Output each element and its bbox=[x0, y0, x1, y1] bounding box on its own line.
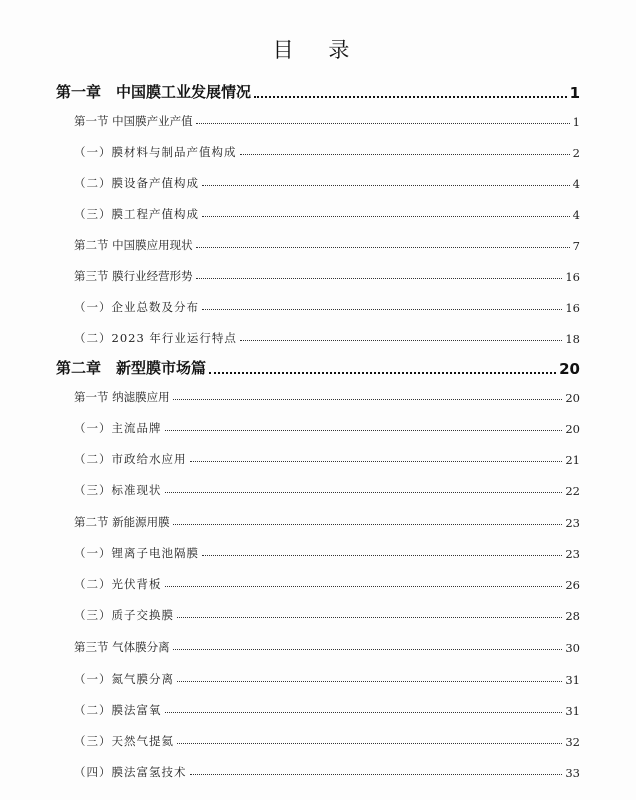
dot-leader bbox=[177, 681, 562, 682]
toc-entry-page: 2 bbox=[572, 146, 580, 160]
dot-leader bbox=[190, 461, 563, 462]
toc-entry-page: 26 bbox=[565, 578, 580, 592]
dot-leader bbox=[202, 185, 570, 186]
toc-entry-label: 第二节 新能源用膜 bbox=[74, 515, 170, 529]
toc-entry-page: 16 bbox=[565, 270, 580, 284]
toc-chapter-entry[interactable] bbox=[56, 82, 580, 102]
toc-entry-page: 22 bbox=[565, 484, 580, 498]
toc-subsection-entry[interactable] bbox=[74, 764, 580, 780]
toc-entry-page: 20 bbox=[565, 422, 580, 436]
toc-entry-page: 4 bbox=[572, 177, 580, 191]
toc-title: 目 录 bbox=[272, 38, 364, 62]
toc-section-entry[interactable] bbox=[74, 639, 580, 655]
toc-entry-page: 32 bbox=[565, 735, 580, 749]
dot-leader bbox=[173, 649, 563, 650]
toc-entry-label: 第一节 中国膜产业产值 bbox=[74, 114, 193, 128]
dot-leader bbox=[202, 555, 562, 556]
toc-subsection-entry[interactable] bbox=[74, 420, 580, 436]
toc-entry-page: 23 bbox=[565, 547, 580, 561]
toc-entry-page: 28 bbox=[565, 609, 580, 623]
toc-section-entry[interactable] bbox=[74, 113, 580, 129]
dot-leader bbox=[190, 774, 563, 775]
toc-entry-label: 第三节 膜行业经营形势 bbox=[74, 269, 193, 283]
toc-entry-label: （一）膜材料与制品产值构成 bbox=[74, 145, 237, 159]
dot-leader bbox=[240, 340, 562, 341]
toc-entry-page: 31 bbox=[565, 704, 580, 718]
toc-subsection-entry[interactable] bbox=[74, 702, 580, 718]
toc-section-entry[interactable] bbox=[74, 389, 580, 405]
toc-subsection-entry[interactable] bbox=[74, 482, 580, 498]
toc-entry-page: 20 bbox=[565, 391, 580, 405]
toc-section-entry[interactable] bbox=[74, 514, 580, 530]
toc-entry-label: （三）质子交换膜 bbox=[74, 608, 174, 622]
dot-leader bbox=[177, 617, 562, 618]
toc-entry-label: （二）膜设备产值构成 bbox=[74, 176, 199, 190]
toc-entry-label: 第一章 中国膜工业发展情况 bbox=[56, 83, 252, 101]
toc-entry-label: （三）标准现状 bbox=[74, 483, 162, 497]
dot-leader bbox=[196, 247, 570, 248]
toc-subsection-entry[interactable] bbox=[74, 144, 580, 160]
dot-leader bbox=[177, 743, 562, 744]
toc-entry-label: （二）光伏背板 bbox=[74, 577, 162, 591]
toc-entry-label: （四）膜法富氢技术 bbox=[74, 765, 187, 779]
dot-leader bbox=[173, 524, 563, 525]
toc-subsection-entry[interactable] bbox=[74, 175, 580, 191]
toc-entry-label: （三）天然气提氦 bbox=[74, 734, 174, 748]
toc-subsection-entry[interactable] bbox=[74, 206, 580, 222]
dot-leader bbox=[165, 712, 563, 713]
dot-leader bbox=[202, 216, 570, 217]
dot-leader bbox=[165, 586, 563, 587]
toc-entry-page: 16 bbox=[565, 301, 580, 315]
toc-entry-label: （三）膜工程产值构成 bbox=[74, 207, 199, 221]
toc-entry-label: 第三节 气体膜分离 bbox=[74, 640, 170, 654]
toc-subsection-entry[interactable] bbox=[74, 733, 580, 749]
toc-entry-label: 第一节 纳滤膜应用 bbox=[74, 390, 170, 404]
toc-entry-label: （一）主流品牌 bbox=[74, 421, 162, 435]
toc-entry-page: 18 bbox=[565, 332, 580, 346]
dot-leader bbox=[209, 372, 556, 374]
toc-entry-page: 21 bbox=[565, 453, 580, 467]
toc-entry-label: 第二节 中国膜应用现状 bbox=[74, 238, 193, 252]
toc-entry-label: （二）膜法富氧 bbox=[74, 703, 162, 717]
toc-subsection-entry[interactable] bbox=[74, 299, 580, 315]
toc-entry-label: （一）氮气膜分离 bbox=[74, 672, 174, 686]
dot-leader bbox=[165, 430, 563, 431]
toc-entry-label: 第二章 新型膜市场篇 bbox=[56, 359, 207, 377]
toc-entry-page: 30 bbox=[565, 641, 580, 655]
toc-chapter-entry[interactable] bbox=[56, 358, 580, 378]
dot-leader bbox=[173, 399, 563, 400]
dot-leader bbox=[240, 154, 570, 155]
toc-section-entry[interactable] bbox=[74, 268, 580, 284]
dot-leader bbox=[196, 123, 570, 124]
toc-entry-label: （二）市政给水应用 bbox=[74, 452, 187, 466]
toc-entry-page: 33 bbox=[565, 766, 580, 780]
toc-section-entry[interactable] bbox=[74, 237, 580, 253]
dot-leader bbox=[165, 492, 563, 493]
toc-entry-page: 31 bbox=[565, 673, 580, 687]
toc-entry-page: 4 bbox=[572, 208, 580, 222]
toc-subsection-entry[interactable] bbox=[74, 545, 580, 561]
toc-entry-page: 7 bbox=[572, 239, 580, 253]
dot-leader bbox=[196, 278, 563, 279]
dot-leader bbox=[202, 309, 562, 310]
toc-subsection-entry[interactable] bbox=[74, 330, 580, 346]
toc-entry-label: （一）锂离子电池隔膜 bbox=[74, 546, 199, 560]
dot-leader bbox=[254, 96, 567, 98]
toc-subsection-entry[interactable] bbox=[74, 607, 580, 623]
toc-entry-label: （一）企业总数及分布 bbox=[74, 300, 199, 314]
toc-subsection-entry[interactable] bbox=[74, 671, 580, 687]
toc-entry-page: 23 bbox=[565, 516, 580, 530]
toc-subsection-entry[interactable] bbox=[74, 576, 580, 592]
toc-entry-page: 1 bbox=[569, 84, 580, 102]
toc-entry-label: （二）2023 年行业运行特点 bbox=[74, 331, 237, 345]
toc-entry-page: 1 bbox=[572, 115, 580, 129]
toc-entry-page: 20 bbox=[559, 360, 580, 378]
toc-subsection-entry[interactable] bbox=[74, 451, 580, 467]
